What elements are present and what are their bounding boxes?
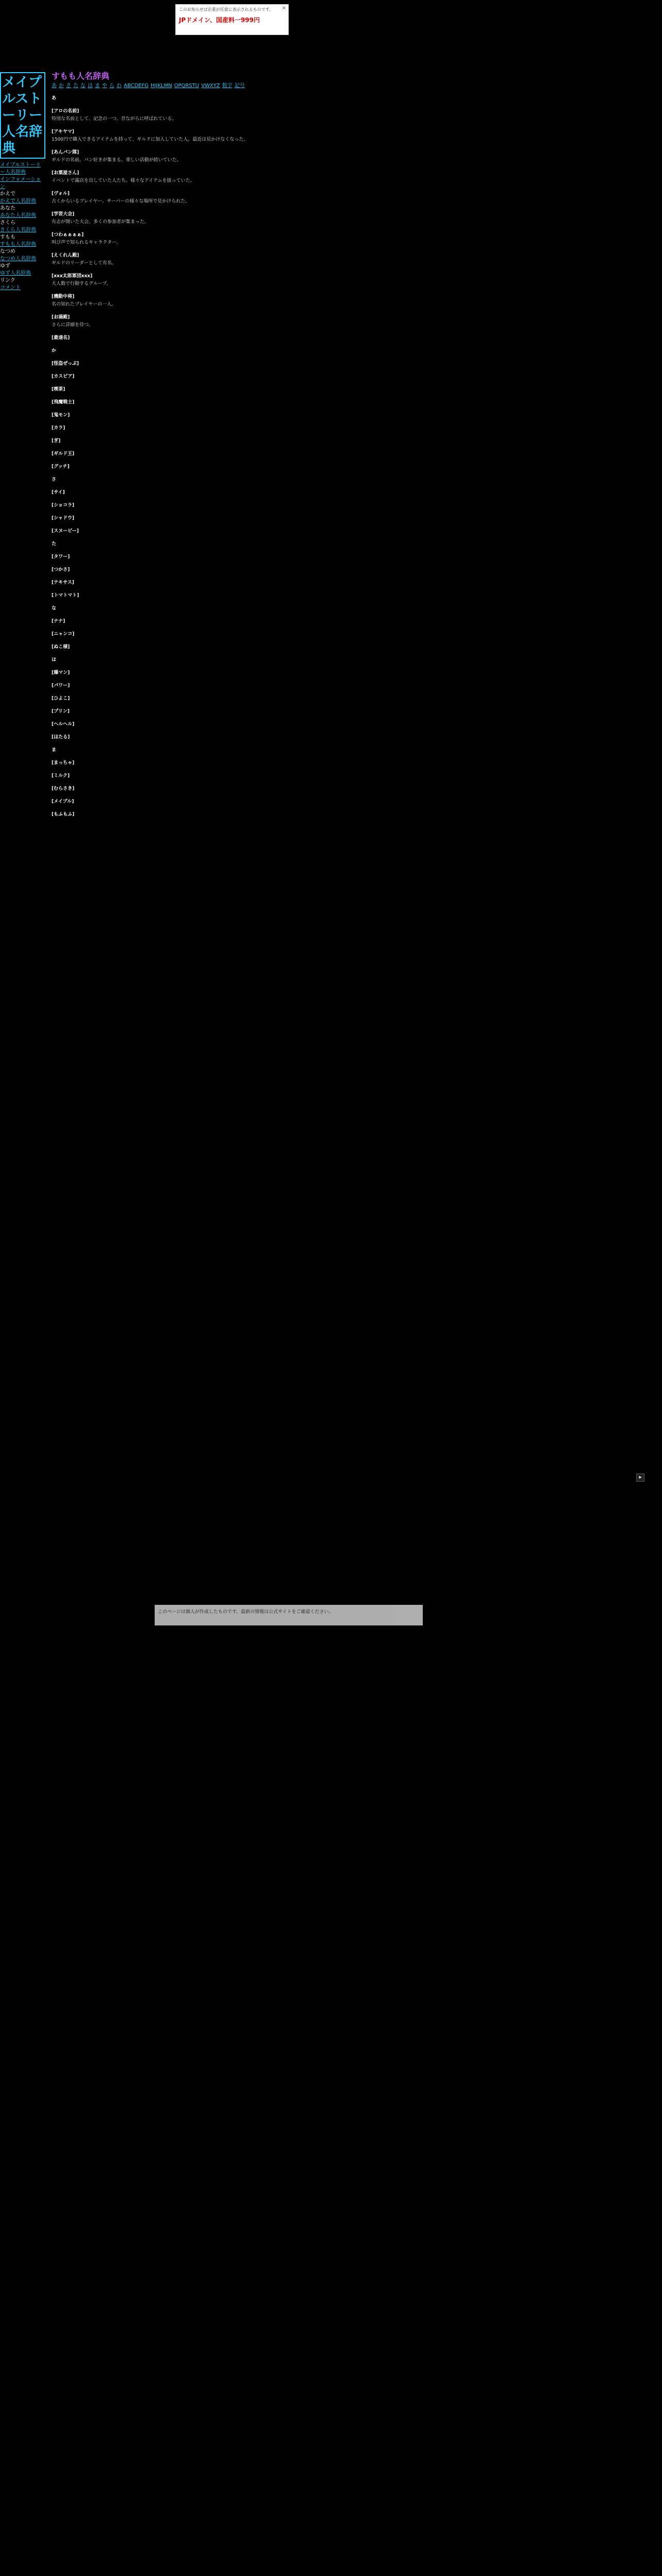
entry-name: [テキサス]	[52, 580, 74, 585]
dictionary-entry	[52, 798, 526, 806]
entry-name: [ひよこ]	[52, 696, 70, 701]
dictionary-entry	[52, 721, 526, 728]
entry-name: [カスピア]	[52, 374, 75, 379]
dictionary-entry	[52, 759, 526, 767]
kana-link[interactable]: か	[59, 83, 64, 89]
kana-link[interactable]: な	[80, 83, 86, 89]
sidebar-heading: すもも	[0, 234, 15, 240]
entry-body: 特別な名前として、記念の一つ。昔ながらに呼ばれている。	[52, 116, 177, 122]
entry-body: イベントで露店を出していた人たち。様々なアイテムを扱っていた。	[52, 178, 195, 183]
entry-name: [パワー]	[52, 683, 70, 688]
dictionary-entry	[52, 553, 526, 561]
entry-name: [ヴォル]	[52, 191, 70, 196]
entry-name: [ほたる]	[52, 735, 70, 740]
kana-link[interactable]: ABCDEFG	[124, 83, 149, 89]
sidebar-list	[0, 162, 45, 292]
dictionary-entry	[52, 128, 526, 144]
sidebar-heading: かえで	[0, 191, 15, 197]
entry-name: ま	[52, 748, 57, 753]
entry-name: [ぎ]	[52, 438, 61, 444]
entry-name: [サイ]	[52, 490, 65, 495]
entry-name: [xxx太郎軍団xxx]	[52, 274, 93, 279]
dictionary-entry	[52, 566, 526, 574]
kana-link[interactable]: 数字	[222, 83, 233, 89]
sidebar-link[interactable]	[0, 162, 45, 176]
ad-title[interactable]: JPドメイン、国産料一999円	[179, 16, 260, 24]
entry-name: [むらさき]	[52, 786, 75, 791]
dictionary-entry	[52, 502, 526, 510]
entry-list	[52, 95, 526, 819]
entry-body: 有志が開いた大会。多くの参加者が集まった。	[52, 219, 150, 225]
kana-link[interactable]: ま	[95, 83, 100, 89]
kana-link[interactable]: さ	[66, 83, 71, 89]
dictionary-entry	[52, 515, 526, 522]
sidebar	[0, 72, 45, 292]
sidebar-link-text[interactable]: あなた人名辞典	[0, 213, 36, 218]
tooltip-overlay: このページは個人が作成したものです。最新の情報は公式サイトをご確認ください。	[155, 1605, 423, 1625]
dictionary-entry	[52, 373, 526, 381]
entry-name: [アロの名前]	[52, 109, 79, 114]
sidebar-link-text[interactable]: さくら人名辞典	[0, 227, 36, 233]
ad-small-text: このお知らせは企業が任意に表示されるものです。	[179, 7, 274, 12]
dictionary-entry	[52, 347, 526, 355]
entry-name: あ	[52, 96, 57, 101]
entry-name: [まっちゃ]	[52, 760, 75, 766]
entry-name: [グッチ]	[52, 464, 70, 469]
dictionary-entry	[52, 682, 526, 690]
sidebar-heading: あなた	[0, 206, 15, 211]
dictionary-entry	[52, 360, 526, 368]
sidebar-link[interactable]	[0, 270, 45, 277]
entry-name: [最速名]	[52, 335, 70, 341]
sidebar-link-text[interactable]: すもも人名辞典	[0, 242, 36, 247]
dictionary-entry	[52, 190, 526, 206]
dictionary-entry	[52, 631, 526, 638]
kana-link[interactable]: 記号	[234, 83, 245, 89]
dictionary-entry	[52, 605, 526, 613]
dictionary-entry	[52, 772, 526, 780]
entry-name: [アキヤマ]	[52, 129, 74, 134]
kana-link[interactable]: OPQRSTU	[174, 83, 200, 89]
entry-name: [鬼モン]	[52, 413, 70, 418]
entry-name: [学習大会]	[52, 212, 75, 217]
entry-name: [お湯殿]	[52, 315, 70, 320]
entry-name: [プリン]	[52, 709, 70, 714]
sidebar-link[interactable]	[0, 176, 45, 191]
entry-name: [機動中将]	[52, 294, 75, 299]
entry-name: た	[52, 541, 57, 547]
dictionary-entry	[52, 231, 526, 247]
entry-name: か	[52, 348, 57, 353]
close-icon[interactable]: ✕	[282, 6, 286, 11]
dictionary-entry	[52, 734, 526, 741]
entry-name: [ミルク]	[52, 773, 70, 778]
entry-name: [飛魔戦士]	[52, 400, 75, 405]
entry-body: 大人数で行動するグループ。	[52, 281, 111, 286]
sidebar-link-text[interactable]: ゆず人名辞典	[0, 270, 31, 276]
entry-body: ギルドのリーダーとして有名。	[52, 261, 117, 266]
entry-name: [トマトマト]	[52, 593, 79, 598]
entry-body: 叫び声で知られるキャラクター。	[52, 240, 121, 245]
entry-name: [ナナ]	[52, 619, 65, 624]
dictionary-entry	[52, 386, 526, 394]
page-title: すもも人名辞典	[52, 71, 110, 81]
sidebar-link[interactable]	[0, 198, 45, 205]
entry-name: [ギルド王]	[52, 451, 75, 456]
kana-link[interactable]: わ	[117, 83, 122, 89]
entry-name: な	[52, 606, 57, 611]
entry-body: 名の知れたプレイヤーの一人。	[52, 302, 117, 307]
dictionary-entry	[52, 476, 526, 484]
dictionary-entry	[52, 643, 526, 651]
dictionary-entry	[52, 656, 526, 664]
dictionary-entry	[52, 708, 526, 716]
entry-name: [怪盗ぜっぷ]	[52, 361, 79, 366]
kana-link[interactable]: は	[88, 83, 93, 89]
entry-name: [スヌーピー]	[52, 529, 79, 534]
entry-body: 1500円で購入できるアイテムを持って、ギルドに加入していた人。最近は見かけなくなった。	[52, 137, 249, 142]
kana-link[interactable]: ら	[109, 83, 114, 89]
dictionary-entry	[52, 334, 526, 342]
dictionary-entry	[52, 669, 526, 677]
dictionary-entry	[52, 592, 526, 600]
dictionary-entry	[52, 747, 526, 754]
sidebar-link-text[interactable]: かえで人名辞典	[0, 198, 36, 204]
entry-name: [ヘルヘル]	[52, 722, 75, 727]
entry-name: [メイプル]	[52, 799, 74, 804]
dictionary-entry	[52, 108, 526, 123]
dictionary-entry	[52, 437, 526, 445]
sidebar-link[interactable]	[0, 227, 45, 234]
entry-name: [ぬこ様]	[52, 645, 70, 650]
site-title[interactable]: メイプルストーリー人名辞典	[0, 72, 45, 159]
entry-body: ギルドの名前。パン好きが集まる。楽しい活動が続いていた。	[52, 158, 181, 163]
kana-link[interactable]: た	[73, 83, 78, 89]
sidebar-heading: なつめ	[0, 249, 15, 255]
sidebar-heading: さくら	[0, 220, 15, 226]
sidebar-link-text[interactable]: インフォメーション	[0, 177, 41, 190]
dictionary-entry	[52, 528, 526, 535]
dictionary-entry	[52, 785, 526, 793]
dictionary-entry	[52, 811, 526, 819]
entry-name: は	[52, 657, 57, 663]
entry-body: さらに詳細を待つ。	[52, 323, 93, 328]
kana-link[interactable]: HIJKLMN	[151, 83, 172, 89]
sidebar-link-text[interactable]: メイプルストーリー人名辞典	[0, 162, 41, 175]
entry-name: [つわぁぁぁぁ]	[52, 232, 84, 238]
kana-link[interactable]: あ	[52, 83, 57, 89]
dictionary-entry	[52, 314, 526, 329]
dictionary-entry	[52, 211, 526, 226]
entry-name: [お菓屋さん]	[52, 171, 79, 176]
sidebar-link[interactable]	[0, 212, 45, 219]
sidebar-link-text[interactable]: なつめ人名辞典	[0, 256, 36, 262]
dictionary-entry	[52, 149, 526, 164]
entry-name: [つかさ]	[52, 567, 70, 572]
dictionary-entry	[52, 412, 526, 419]
entry-name: [タワー]	[52, 554, 70, 560]
dictionary-entry	[52, 489, 526, 497]
entry-name: [カラ]	[52, 426, 65, 431]
entry-name: [あんパン隊]	[52, 150, 79, 155]
sidebar-heading: リンク	[0, 278, 15, 283]
entry-name: [えくれん殿]	[52, 253, 79, 258]
dictionary-entry	[52, 695, 526, 703]
sidebar-link-text[interactable]: コメント	[0, 285, 21, 291]
entry-name: さ	[52, 477, 57, 482]
entry-name: [爆マン]	[52, 670, 70, 675]
scroll-right-icon[interactable]: ▸	[636, 1473, 644, 1482]
sidebar-link[interactable]	[0, 256, 45, 263]
dictionary-entry	[52, 425, 526, 432]
entry-name: [喫茶]	[52, 387, 65, 392]
dictionary-entry	[52, 540, 526, 548]
entry-name: [もふもふ]	[52, 812, 75, 817]
dictionary-entry	[52, 293, 526, 309]
sidebar-link[interactable]	[0, 241, 45, 248]
dictionary-entry	[52, 579, 526, 587]
dictionary-entry	[52, 170, 526, 185]
dictionary-entry	[52, 463, 526, 471]
entry-name: [ショコラ]	[52, 503, 75, 508]
sidebar-heading: ゆず	[0, 263, 10, 269]
dictionary-entry	[52, 399, 526, 406]
kana-link[interactable]: VWXYZ	[201, 83, 220, 89]
dictionary-entry	[52, 95, 526, 103]
kana-link[interactable]: や	[102, 83, 107, 89]
dictionary-entry	[52, 618, 526, 625]
ad-banner[interactable]	[175, 4, 289, 35]
dictionary-entry	[52, 252, 526, 267]
sidebar-link[interactable]	[0, 284, 45, 292]
entry-body: 古くからいるプレイヤー。サーバーの様々な場所で見かけられた。	[52, 199, 190, 204]
main-content	[52, 72, 526, 824]
entry-name: [ニャンコ]	[52, 632, 75, 637]
kana-index	[52, 82, 526, 90]
dictionary-entry	[52, 450, 526, 458]
entry-name: [シャドウ]	[52, 516, 75, 521]
dictionary-entry	[52, 273, 526, 288]
